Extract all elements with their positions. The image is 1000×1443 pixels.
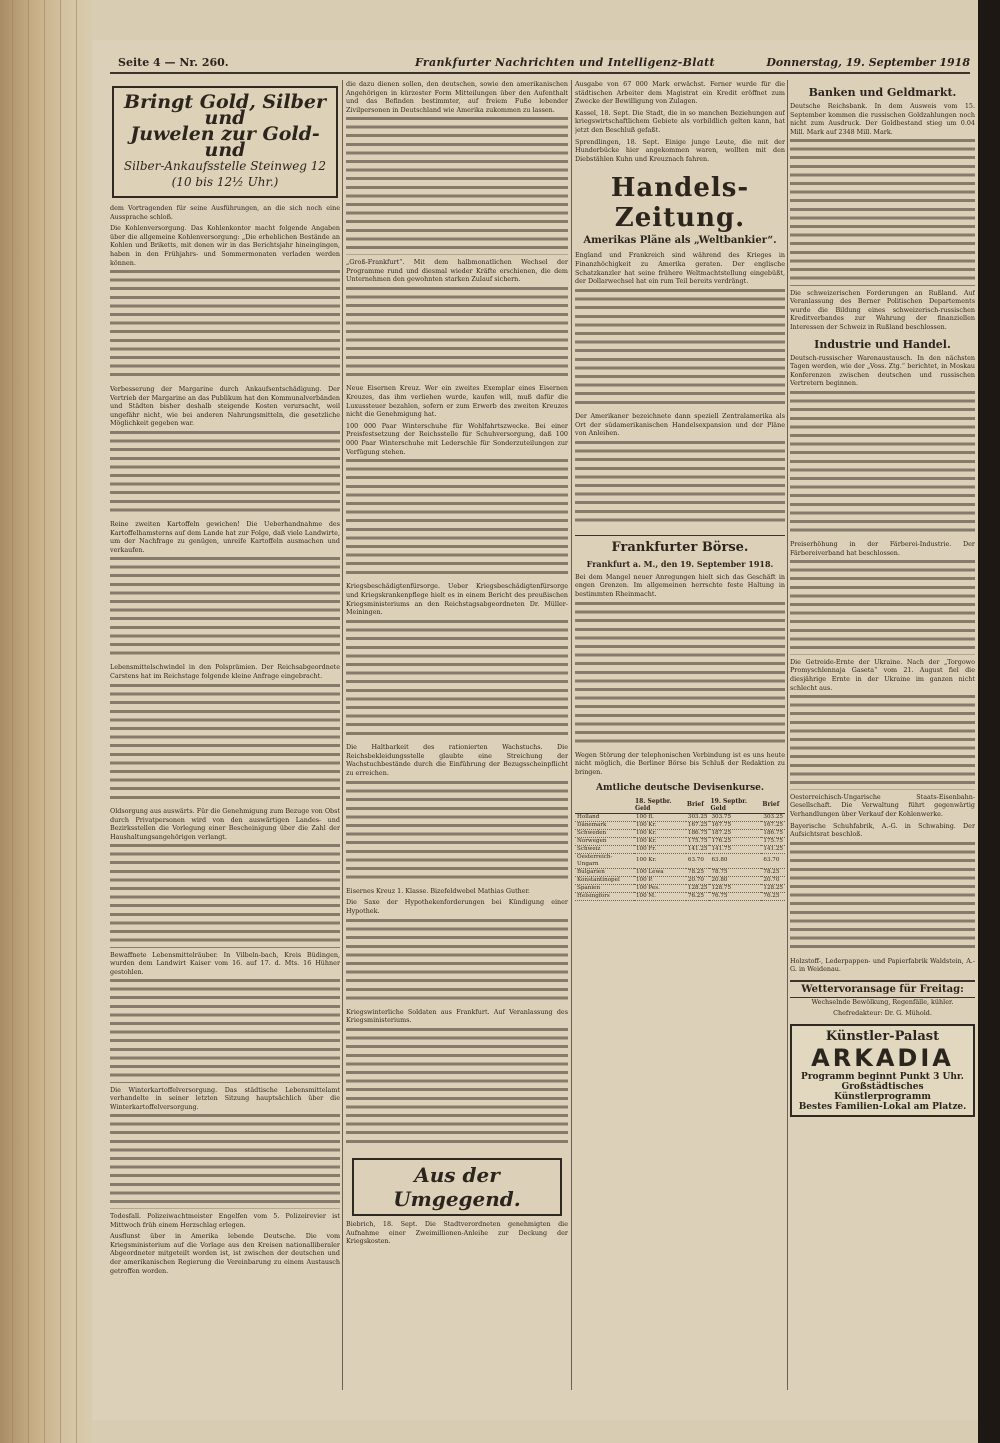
filler-text [575,602,785,748]
devisen-cell: 303.25 [761,813,785,821]
filler-text [110,270,340,382]
page-number: Seite 4 — Nr. 260. [118,56,229,69]
article-schweiz-russland: Die schweizerischen Forderungen an Rußland. Auf Veranlassung des Berner Politischen Departements wurde die Bildung eines schweizerisch-russischen Kreditverbandes zur Wahrung der finanziellen Interessen der Schweiz in Rußland beschlossen. [790,288,975,331]
column-4 [790,80,975,1390]
gold-ad-line1: Bringt Gold, Silber und [124,91,326,129]
devisen-cell: Oesterreich-Ungarn [575,853,634,868]
arkadia-name: ARKADIA [811,1043,954,1072]
devisen-cell: Dänemark [575,821,634,829]
devisen-cell: 187.25 [709,829,761,837]
devisen-row [575,821,785,829]
article-staats-eisenbahn: Oesterreichisch-Ungarische Staats-Eisenbahn-Gesellschaft. Die Verwaltung führt gegenwärtig Verhandlungen über Verkauf der Kohlenwerke. [790,792,975,819]
filler-text [790,391,975,537]
boerse-date: Frankfurt a. M., den 19. September 1918. [586,558,774,569]
devisen-cell: 20.70 [761,876,785,884]
section-heading-handels: Handels-Zeitung. [610,173,750,234]
devisen-cell: Helsingfors [575,892,634,900]
article-eisernes-kreuz: Neue Eisernen Kreuz. Wer ein zweites Exemplar eines Eisernen Kreuzes, das ihm verliehen wurde, kaufen will, muß dafür die Luxussteuer bezahlen, sofern er zum Erwerb des zweiten Kreuzes nicht die Genehmigung hat. [346,384,568,419]
devisen-row [575,837,785,845]
arkadia-ad [790,1024,975,1117]
devisen-cell: 20.80 [709,876,761,884]
section-heading-industrie: Industrie und Handel. [814,337,951,351]
devisen-row [575,884,785,892]
devisen-cell: 141.25 [687,845,708,852]
devisen-header: 19. Septbr. Geld [709,797,761,814]
article-margarine: Verbesserung der Margarine durch Ankaufsentschädigung. Der Vertrieb der Margarine an das Publikum hat den Kommunalverbänden und Städten bisher deshalb steigende Kosten verursacht, weil ungefähr nicht, wie bei anderen Nahrungsmitteln, die gesetzliche Möglichkeit gegeben war. [110,384,340,428]
article-faerberei: Preiserhöhung in der Färberei-Industrie. Der Färbereiverband hat beschlossen. [790,540,975,557]
filler-text [790,695,975,790]
devisen-cell: 303.75 [709,813,761,821]
article-polspraemien: Lebensmittelschwindel in den Polsprämien. Der Reichsabgeordnete Carstens hat im Reichstage folgende kleine Anfrage eingebracht. [110,663,340,681]
handels-subheading: Amerikas Pläne als „Weltbankier“. [583,235,777,247]
devisen-cell: 176.25 [709,837,761,845]
arkadia-top: Künstler-Palast [825,1028,940,1044]
gold-ad-line3: Silber-Ankaufsstelle Steinweg 12 [123,159,327,173]
devisen-cell: 128.25 [687,884,708,891]
devisen-cell: 76.25 [686,892,710,900]
article-reichsbank: Deutsche Reichsbank. In dem Ausweis vom 15. September kommen die russischen Goldzahlungen noch nicht zum Ausdruck. Der Goldbestand stieg um 0.04 Mill. Mark auf 2348 Mill. Mark. [790,102,975,136]
article-obstversorgung: Oldsorgung aus auswärts. Für die Genehmigung zum Bezuge von Obst durch Privatpersonen wird von den auswärtigen Landes- und Bezirksstellen die Vorlegung einer Bescheinigung über die Zahl der Haushaltungsangehörigen verlangt. [110,807,340,841]
devisen-cell: Schweden [575,829,634,837]
article-amerika-deutsche: Ausflunst über in Amerika lebende Deutsche. Die vom Kriegsministerium auf die Vorlage aus den Kreisen nationalliberaler Abgeordneter mitgeteilt worden ist, ist zwischen der deutschen und der amerikanischen Regierung die Vereinbarung zu einem Austausch getroffen worden. [110,1232,340,1275]
filler-text [110,979,340,1082]
devisen-row [575,853,785,868]
devisen-cell: 100 Kr. [634,837,686,845]
book-spine [0,0,92,1443]
arkadia-line2: Großstädtisches Künstlerprogramm [834,1081,931,1102]
section-heading-boerse: Frankfurter Börse. [575,535,785,555]
devisen-cell: 167.25 [761,821,785,829]
devisen-cell: 128.25 [761,884,785,892]
filler-text [110,431,340,517]
filler-text [790,560,975,655]
filler-text [790,842,975,954]
article-boerse: Bei dem Mangel neuer Anregungen hielt sich das Geschäft in engen Grenzen. Im allgemeinen herrschte feste Haltung in bestimmten Rheinmacht. [575,572,785,599]
imprint: Chefredakteur: Dr. G. Mühold. [833,1009,932,1018]
devisen-row [575,813,785,821]
devisen-cell: 186.75 [761,829,785,837]
article-telefon: Wegen Störung der telephonischen Verbindung ist es uns heute nicht möglich, die Berliner Börse bis Schluß der Redaktion zu bringen. [575,750,785,777]
article-winterschuhe: 100 000 Paar Winterschuhe für Wohlfahrtszwecke. Bei einer Preisfestsetzung der Reichsstelle für Schuhversorgung, daß 100 000 Paar Winterschuhe mit Lederschle für Sonderzuteilungen zur Verfügung stehen. [346,421,568,456]
devisen-title: Amtliche deutsche Devisenkurse. [595,782,765,793]
article-biebrich: Biebrich, 18. Sept. Die Stadtverordneten genehmigten die Aufnahme einer Zweimillionen-Anleihe zur Deckung der Kriegskosten. [346,1220,568,1246]
weather-heading: Wettervoransage für Freitag: [790,980,975,998]
devisen-cell: 76.25 [761,892,785,900]
article-kassel: Kassel, 18. Sept. Die Stadt, die in so manchen Beziehungen auf kriegswirtschaftlichem Gebiete als vorbildlich gelten kann, hat jetzt den Beschluß gefaßt. [575,108,785,134]
filler-text [110,844,340,947]
devisen-cell: 78.25 [686,868,710,876]
gold-ad-line4: (10 bis 12½ Uhr.) [171,175,279,189]
devisen-cell: 167.25 [687,821,708,828]
article-kohlenversorgung: Die Kohlenversorgung. Das Kohlenkontor macht folgende Angaben über die allgemeine Kohlenversorgung: „Die erheblichen Bestände an Kohlen und Briketts, mit denen wir in das Berichtsjahr hineingingen, haben in den Frühjahrs- und Sommermonaten verladen werden können. [110,224,340,267]
article-text: Ausgabe von 67 000 Mark erwächst. Ferner wurde für die städtischen Arbeiter dem Magistrat ein Kredit eröffnet zum Zwecke der Bewilligung von Zulagen. [575,80,785,106]
devisen-cell: Holland [575,813,634,821]
devisen-cell: 76.75 [709,892,761,900]
filler-text [346,1028,568,1148]
filler-text [346,919,568,1005]
devisen-cell: 167.75 [709,821,761,829]
devisen-cell: Norwegen [575,837,634,845]
filler-text [110,1114,340,1209]
article-todesfall: Todesfall. Polizeiwachtmeister Engelfen vom 5. Polizeirevier ist Mittwoch früh einem Herzschlag erlegen. [110,1211,340,1229]
article-papierfabrik: Holzstoff-, Lederpappen- und Papierfabrik Waldstein, A.-G. in Weidenau. [790,956,975,974]
filler-text [110,557,340,660]
article-ukraine-ernte: Die Getreide-Ernte der Ukraine. Nach der „Torgowo Promyschlennaja Gaseta“ vom 21. August fiel die diesjährige Ernte in der Ukraine im ganzen nicht schlecht aus. [790,657,975,692]
devisen-cell: 100 Lewa [634,868,686,876]
filler-text [346,287,568,382]
devisen-cell: 78.25 [761,868,785,876]
article-text: dem Vortragenden für seine Ausführungen, an die sich noch eine Aussprache schloß. [110,204,340,221]
devisen-cell: 100 fl. [634,813,686,821]
devisen-cell: 186.75 [687,829,708,836]
devisen-cell: 100 Pes. [634,884,686,892]
devisen-cell: Konstantinopel [575,876,634,884]
devisen-row [575,845,785,853]
article-hypotheken: Die Saxe der Hypothekenforderungen bei Kündigung einer Hypothek. [346,898,568,915]
devisen-header [575,797,634,814]
devisen-cell: 63.70 [686,853,710,868]
filler-text [346,459,568,579]
filler-text [346,620,568,740]
article-zentralamerika: Der Amerikaner bezeichnete dann speziell Zentralamerika als Ort der südamerikanischen Handelsexpansion und der Pläne von Anleihen. [575,412,785,438]
devisen-row [575,876,785,884]
filler-text [575,441,785,527]
devisen-cell: Spanien [575,884,634,892]
devisen-table [575,797,785,901]
devisen-cell: 100 Fr. [634,845,686,853]
article-winterkartoffel: Die Winterkartoffelversorgung. Das städtische Lebensmittelamt verhandelte in seiner letzten Sitzung hauptsächlich über die Winterkartoffelversorgung. [110,1085,340,1111]
devisen-cell: 175.75 [687,837,708,844]
weather-text: Wechselnde Bewölkung, Regenfälle, kühler. [811,997,954,1006]
filler-text [575,289,785,409]
article-lebensmittelraeuber: Bewaffnete Lebensmittelräuber. In Vilbeln-bach, Kreis Büdingen, wurden dem Landwirt Kaiser vom 16. auf 17. d. Mts. 16 Hühner gestohlen. [110,950,340,976]
devisen-cell: 100 Kr. [634,821,686,829]
article-eisernes-kreuz-1: Eisernes Kreuz 1. Klasse. Bizefeldwebel Mathias Guther. [346,886,530,895]
newspaper-title: Frankfurter Nachrichten und Intelligenz-Blatt [415,56,715,69]
devisen-cell: 100 Kr. [634,829,686,837]
devisen-cell: 175.75 [761,837,785,845]
devisen-cell: 100 P. [634,876,686,884]
article-text: die dazu dienen sollen, den deutschen, sowie den amerikanischen Angehörigen in kürzester Form Mitteilungen über den Aufenthalt und das Befinden bestimmter, auf freiem Fuße lebender Zivilpersonen in Deutschland wie Amerika zukommen zu lassen. [346,80,568,114]
article-sprendlingen: Sprendlingen, 18. Sept. Einige junge Leute, die mit der Hunderbücke hier angekommen waren, wollten mit den Diebstählen Kuhn und Kreuznach fahren. [575,137,785,163]
filler-text [110,684,340,804]
devisen-cell: 20.70 [686,876,710,884]
devisen-cell: Schweiz [575,845,634,853]
devisen-header: Brief [686,797,710,814]
article-amerika-weltbankier: England und Frankreich sind während des Krieges in Finanzhöchigkeit zu Amerika geraten. Der englische Schatzkanzler hat seine frühere Weltmachtstellung eingebüßt, der Dollarwechsel hat ein rum Teil bereits verdrängt. [575,251,785,286]
article-kartoffeln: Reine zweiten Kartoffeln gewichen! Die Ueberhandnahme des Kartoffelhamsterns auf dem Lande hat zur Folge, daß viele Landwirte, um der Nachfrage zu genügen, unreife Kartoffeln ausmachen und verkaufen. [110,519,340,554]
page-header [110,52,970,74]
column-3 [575,80,785,1390]
devisen-cell: Bulgarien [575,868,634,876]
devisen-cell: 141.75 [709,845,761,853]
devisen-header: 18. Septbr. Geld [634,797,686,814]
devisen-row [575,868,785,876]
arkadia-line3: Bestes Familien-Lokal am Platze. [798,1101,967,1112]
column-2 [346,80,568,1390]
page-edge [978,0,1000,1443]
gold-ad [112,86,338,198]
gold-ad-line2: Juwelen zur Gold- und [130,123,320,161]
article-schuhfabrik: Bayerische Schuhfabrik, A.-G. in Schwabing. Der Aufsichtsrat beschloß. [790,821,975,839]
devisen-row [575,892,785,900]
article-kriegsbeschaedigte: Kriegsbeschädigtenfürsorge. Ueber Kriegsbeschädigtenfürsorge und Kriegskrankenpflege hielt es in einem Bericht des preußischen Kriegsministeriums an den Reichstagsabgeordneten Dr. Müller-Meiningen. [346,582,568,617]
arkadia-line1: Programm beginnt Punkt 3 Uhr. [801,1071,964,1082]
filler-text [346,117,568,255]
section-heading-banken: Banken und Geldmarkt. [808,86,957,99]
devisen-cell: 100 M. [634,892,686,900]
devisen-cell: 63.70 [761,853,785,868]
devisen-cell: 78.75 [709,868,761,876]
column-1 [110,80,340,1390]
devisen-cell: 63.80 [709,853,761,868]
article-soldaten: Kriegswinterliche Soldaten aus Frankfurt. Auf Veranlassung des Kriegsministeriums. [346,1007,568,1025]
article-gross-frankfurt: „Groß-Frankfurt“. Mit dem halbmonatlichen Wechsel der Programme rund und diesmal wieder Kräfte erschienen, die dem Unternehmen den gewohnten starken Zulauf sichern. [346,257,568,284]
filler-text [790,139,975,285]
filler-text [346,781,568,884]
issue-date: Donnerstag, 19. September 1918 [766,56,970,69]
devisen-row [575,829,785,837]
section-heading-umgegend: Aus der Umgegend. [352,1158,562,1216]
article-wachstuch: Die Haltbarkeit des rationierten Wachstuchs. Die Reichsbekleidungsstelle glaubte eine Streichung der Wachstuchbestände durch die Einführung der Bezugsscheinpflicht zu erreichen. [346,743,568,778]
devisen-cell: 141.25 [761,845,785,853]
devisen-header: Brief [761,797,785,814]
devisen-cell: 303.25 [687,813,708,820]
devisen-cell: 100 Kr. [634,853,686,868]
article-warenaustausch: Deutsch-russischer Warenaustausch. In den nächsten Tagen werden, wie der „Voss. Ztg.“ berichtet, in Moskau Konferenzen zwischen deutschen und russischen Vertretern beginnen. [790,353,975,388]
devisen-cell: 128.75 [709,884,761,892]
